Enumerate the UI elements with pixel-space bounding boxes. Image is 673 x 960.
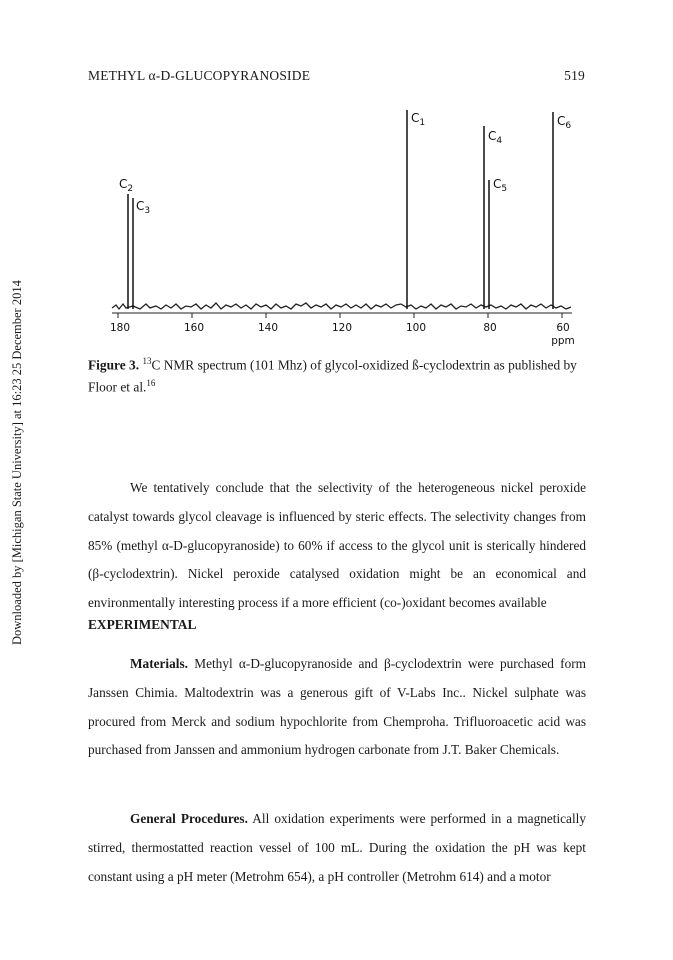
reference-superscript: 16: [146, 378, 156, 389]
materials-text: Methyl α-D-glucopyranoside and β-cyclodextrin were purchased form Janssen Chimia. Maltodextrin was a generous gift of V-Labs Inc.. Nickel sulphate was procured from Merck and sodium hypochlorite from Chemproha. Trifluoroacetic acid was purchased from Janssen and ammonium hydrogen carbonate from J.T. Baker Chemicals.: [88, 656, 586, 758]
x-tick-label: 80: [483, 322, 497, 334]
nmr-spectrum-figure: [0, 0, 673, 352]
conclusion-paragraph: [88, 474, 586, 618]
x-axis-ticks: [118, 313, 562, 318]
isotope-superscript: 13: [142, 356, 152, 366]
spectrum-baseline: [112, 303, 571, 309]
general-procedures-paragraph: [88, 805, 586, 891]
x-tick-label: 60: [556, 322, 570, 334]
running-head-title: METHYL α-D-GLUCOPYRANOSIDE: [88, 68, 311, 83]
page-number: 519: [564, 68, 585, 83]
peak-label-c3: $C_3$: [136, 199, 151, 216]
peak-label-c4: $C_4$: [488, 129, 503, 146]
conclusion-text: We tentatively conclude that the selectivity of the heterogeneous nickel peroxide catalyst towards glycol cleavage is influenced by steric effects. The selectivity changes from 85% (methyl α-D-glucopyranoside) to 60% if access to the glycol unit is sterically hindered (β-cyclodextrin). Nickel peroxide catalysed oxidation might be an economical and environmentally interesting process if a more efficient (co-)oxidant becomes available: [88, 480, 586, 611]
x-axis-unit: ppm: [551, 335, 575, 347]
materials-heading: Materials.: [130, 656, 188, 671]
x-tick-label: 140: [257, 322, 279, 334]
download-notice: [10, 280, 30, 665]
general-procedures-heading: General Procedures.: [130, 811, 248, 826]
figure-caption: [88, 352, 588, 397]
x-tick-label: 180: [109, 322, 131, 334]
x-tick-label: 120: [331, 322, 353, 334]
x-tick-label: 100: [405, 322, 427, 334]
download-notice-text: Downloaded by [Michigan State University] at 16:23 25 December 2014: [10, 280, 24, 645]
materials-paragraph: [88, 650, 586, 765]
x-tick-label: 160: [183, 322, 205, 334]
section-heading-experimental: EXPERIMENTAL: [88, 617, 197, 632]
peak-label-c6: $C_6$: [557, 114, 572, 131]
figure-caption-text: C NMR spectrum (101 Mhz) of glycol-oxidized ß-cyclodextrin as published by Floor et al.: [88, 357, 577, 395]
general-procedures-text: All oxidation experiments were performed in a magnetically stirred, thermostatted reaction vessel of 100 mL. During the oxidation the pH was kept constant using a pH meter (Metrohm 654), a pH controller (Metrohm 614) and a motor: [88, 811, 586, 884]
figure-label: Figure 3.: [88, 357, 140, 373]
peak-label-c2: $C_2$: [119, 177, 134, 194]
peak-label-c1: $C_1$: [411, 111, 426, 128]
peak-label-c5: $C_5$: [493, 177, 508, 194]
